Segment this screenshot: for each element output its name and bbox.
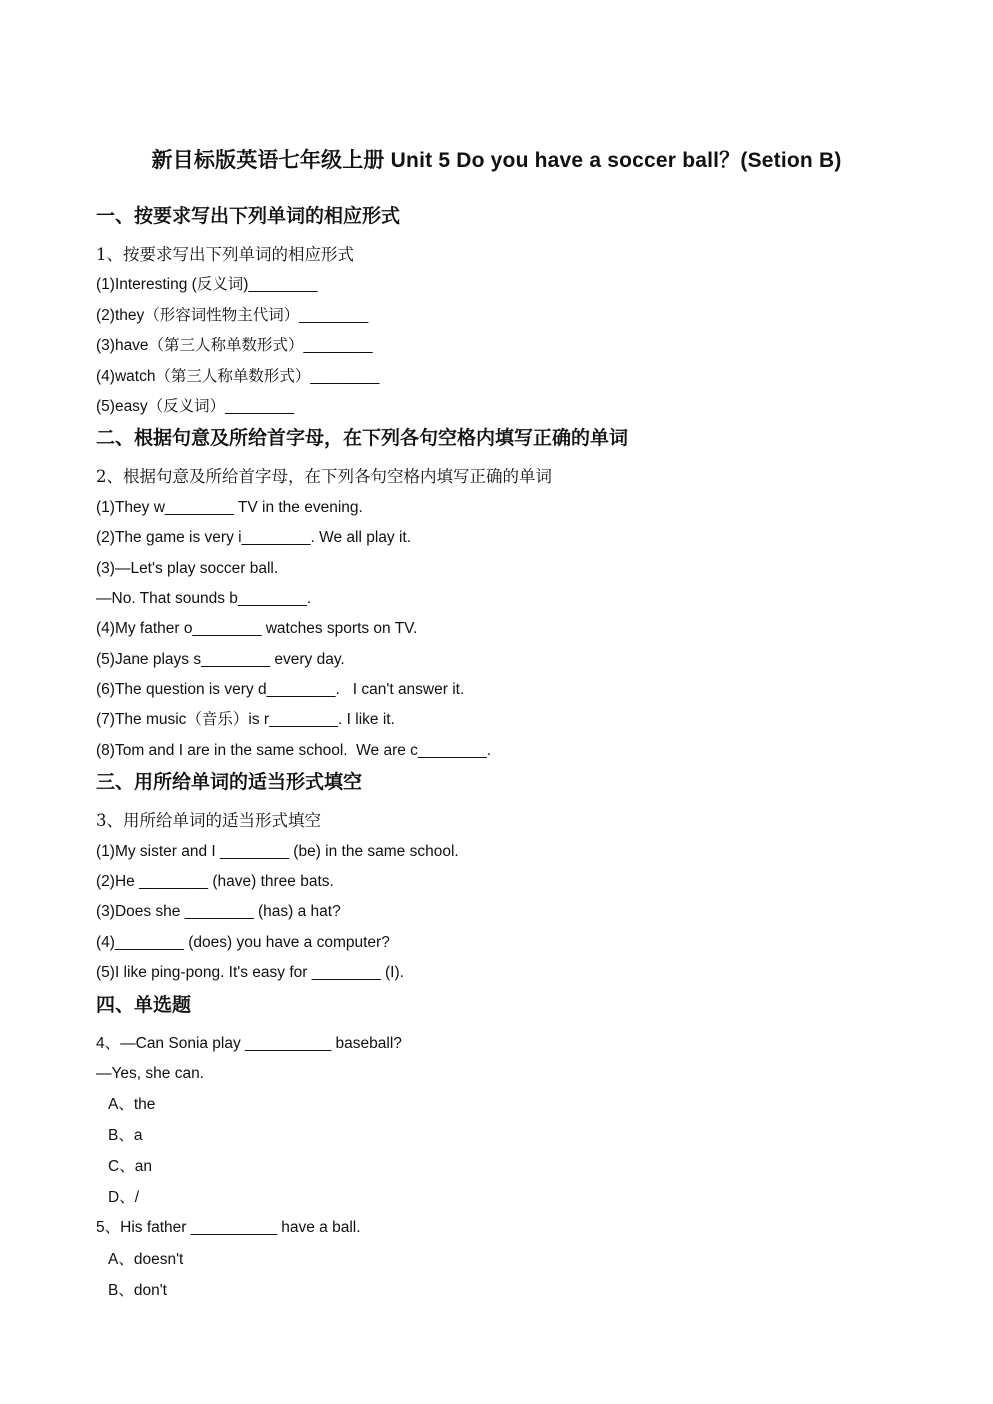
answer-option: D、/ xyxy=(108,1189,140,1207)
answer-option: A、doesn't xyxy=(108,1250,184,1268)
question-item: (2)they（形容词性物主代词）________ xyxy=(96,306,369,324)
answer-option: B、a xyxy=(108,1127,143,1145)
question-stem: 5、His father __________ have a ball. xyxy=(96,1219,361,1237)
section-fill-forms xyxy=(96,766,916,988)
section-heading: 二、根据句意及所给首字母，在下列各句空格内填写正确的单词 xyxy=(96,427,629,450)
question-item: (4)________ (does) you have a computer? xyxy=(96,933,390,951)
question-stem: 4、—Can Sonia play __________ baseball? xyxy=(96,1034,402,1052)
question-item: (2)The game is very i________. We all play it. xyxy=(96,529,412,547)
question-item: (5)Jane plays s________ every day. xyxy=(96,650,345,668)
question-intro: 1、按要求写出下列单词的相应形式 xyxy=(96,245,354,264)
question-item: (3)—Let's play soccer ball. xyxy=(96,559,279,577)
question-item: (1)My sister and I ________ (be) in the same school. xyxy=(96,842,459,860)
question-item: (7)The music（音乐）is r________. I like it. xyxy=(96,711,395,729)
section-initial-letters xyxy=(96,422,916,766)
answer-option: C、an xyxy=(108,1158,152,1176)
question-item: (6)The question is very d________. I can't answer it. xyxy=(96,681,465,699)
question-item: (1)They w________ TV in the evening. xyxy=(96,498,363,516)
section-heading: 三、用所给单词的适当形式填空 xyxy=(96,771,363,794)
question-item: (5)easy（反义词）________ xyxy=(96,397,295,415)
section-multiple-choice xyxy=(96,989,916,1306)
question-item: (1)Interesting (反义词)________ xyxy=(96,276,318,294)
answer-option: A、the xyxy=(108,1096,156,1114)
question-item: (8)Tom and I are in the same school. We are c________. xyxy=(96,741,492,759)
question-intro: 3、用所给单词的适当形式填空 xyxy=(96,811,321,831)
question-item: (2)He ________ (have) three bats. xyxy=(96,873,334,891)
section-word-forms xyxy=(96,200,916,422)
mc-question xyxy=(96,1029,916,1214)
question-intro: 2、根据句意及所给首字母，在下列各句空格内填写正确的单词 xyxy=(96,467,552,487)
page-title: 新目标版英语七年级上册 Unit 5 Do you have a soccer ball？(Setion B) xyxy=(151,149,842,172)
worksheet-content xyxy=(96,200,916,1306)
question-item: (4)My father o________ watches sports on TV. xyxy=(96,620,418,638)
mc-question xyxy=(96,1213,916,1305)
section-heading: 一、按要求写出下列单词的相应形式 xyxy=(96,205,401,227)
section-heading: 四、单选题 xyxy=(96,993,192,1016)
question-followup: —Yes, she can. xyxy=(96,1064,204,1082)
question-item: —No. That sounds b________. xyxy=(96,589,312,607)
question-item: (4)watch（第三人称单数形式）________ xyxy=(96,367,380,385)
question-item: (3)have（第三人称单数形式）________ xyxy=(96,337,373,355)
answer-option: B、don't xyxy=(108,1281,167,1299)
question-item: (3)Does she ________ (has) a hat? xyxy=(96,903,341,921)
question-item: (5)I like ping-pong. It's easy for ________ (I). xyxy=(96,964,404,982)
